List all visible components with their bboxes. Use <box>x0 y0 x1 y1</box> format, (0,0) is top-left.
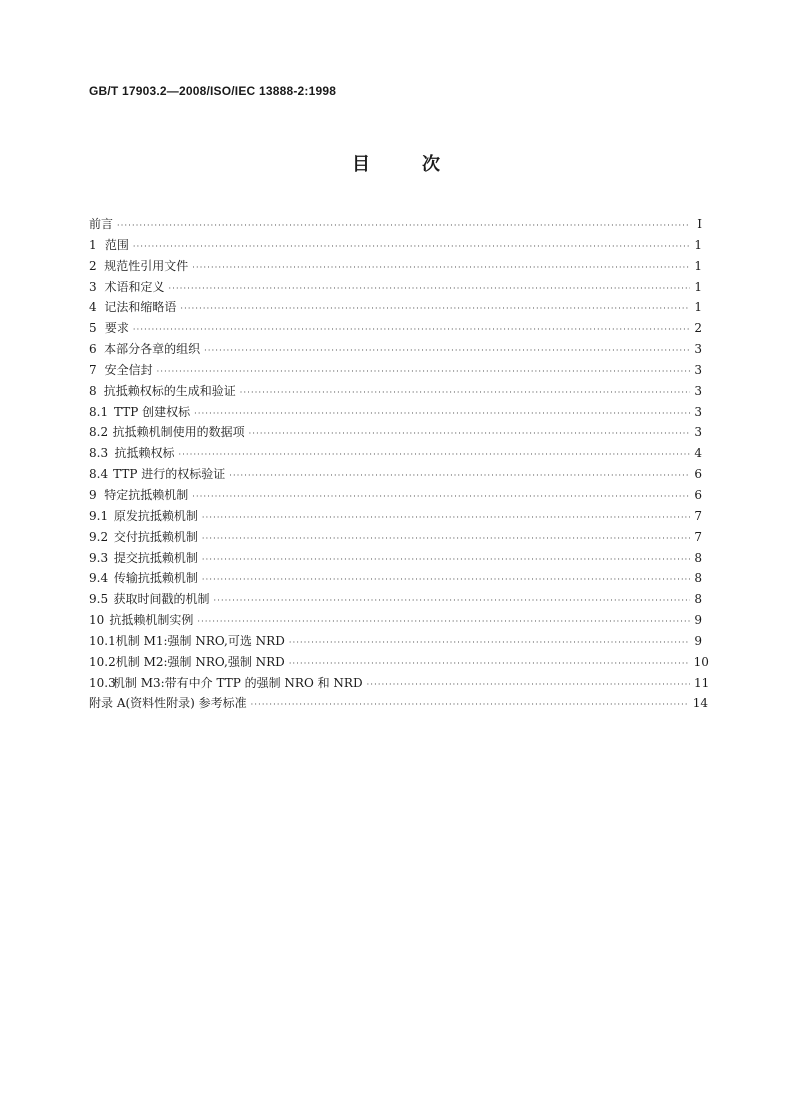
toc-entry-number: 3 <box>89 279 97 294</box>
toc-entry[interactable] <box>89 506 702 527</box>
toc-entry-number: 9.2 <box>89 529 109 544</box>
toc-entry-page: 3 <box>694 404 702 419</box>
dot-leader <box>214 591 690 611</box>
toc-entry-label: 要求 <box>104 321 129 336</box>
toc-entry[interactable] <box>89 214 702 235</box>
dot-leader <box>157 362 690 382</box>
dot-leader <box>240 383 690 403</box>
toc-entry[interactable] <box>89 589 702 610</box>
toc-entry-page: Ⅰ <box>697 217 702 231</box>
toc-entry-number: 8 <box>89 383 97 398</box>
dot-leader <box>202 529 690 549</box>
page-title <box>0 150 792 176</box>
dot-leader <box>133 237 690 257</box>
toc-entry-number: 9.3 <box>89 550 109 565</box>
toc-entry-label: 传输抗抵赖机制 <box>113 571 198 586</box>
toc-entry-label: 抗抵赖权标 <box>114 446 175 461</box>
toc-entry-label: 原发抗抵赖机制 <box>113 508 198 523</box>
toc-entry-page: 9 <box>694 633 702 648</box>
dot-leader <box>249 424 690 444</box>
toc-entry[interactable] <box>89 548 702 569</box>
toc-entry[interactable] <box>89 277 702 298</box>
toc-entry-page: 3 <box>694 362 702 377</box>
table-of-contents <box>89 214 710 714</box>
toc-entry[interactable] <box>89 610 702 631</box>
toc-entry[interactable] <box>89 256 702 277</box>
dot-leader <box>197 612 690 632</box>
toc-entry-label: 抗抵赖权标的生成和验证 <box>103 383 236 398</box>
dot-leader <box>202 508 690 528</box>
toc-entry-number: 8.2 <box>89 425 109 440</box>
toc-entry-page: 9 <box>694 613 702 628</box>
toc-entry-number: 1 <box>89 237 97 252</box>
toc-entry[interactable] <box>89 673 710 694</box>
toc-entry[interactable] <box>89 652 709 673</box>
dot-leader <box>289 654 690 674</box>
toc-entry-page: 3 <box>694 383 702 398</box>
dot-leader <box>289 633 690 653</box>
dot-leader <box>180 299 690 319</box>
toc-entry-number: 10.1 <box>89 633 116 648</box>
toc-entry-label: 本部分各章的组织 <box>104 342 201 357</box>
toc-entry-number: 10.2 <box>89 654 116 669</box>
dot-leader <box>367 675 690 695</box>
toc-entry[interactable] <box>89 235 702 256</box>
toc-entry[interactable] <box>89 381 702 402</box>
toc-entry[interactable] <box>89 443 702 464</box>
toc-entry-page: 6 <box>694 487 702 502</box>
toc-entry-page: 6 <box>694 467 702 482</box>
toc-entry[interactable] <box>89 297 702 318</box>
toc-entry-label: 特定抗抵赖机制 <box>104 487 189 502</box>
toc-entry-label: 交付抗抵赖机制 <box>113 529 198 544</box>
toc-entry-page: 3 <box>694 342 702 357</box>
toc-entry-number: 9.1 <box>89 508 109 523</box>
dot-leader <box>192 487 690 507</box>
dot-leader <box>202 570 690 590</box>
toc-entry-label: 机制 M2:强制 NRO,强制 NRD <box>115 654 285 669</box>
toc-entry[interactable] <box>89 631 702 652</box>
toc-entry-page: 1 <box>694 279 702 294</box>
toc-entry-label: 前言 <box>89 217 114 231</box>
toc-entry-page: 8 <box>694 592 702 607</box>
toc-entry[interactable] <box>89 422 702 443</box>
toc-entry-number: 9 <box>89 487 97 502</box>
toc-entry-label: TTP 进行的权标验证 <box>113 467 226 482</box>
toc-entry-number: 9.5 <box>89 592 109 607</box>
dot-leader <box>204 341 690 361</box>
toc-entry-page: 1 <box>694 237 702 252</box>
toc-entry-label: 规范性引用文件 <box>104 258 189 273</box>
toc-entry-number: 5 <box>89 321 97 336</box>
dot-leader <box>133 320 690 340</box>
toc-entry-number: 4 <box>89 300 97 315</box>
toc-entry-page: 2 <box>694 321 702 336</box>
toc-entry[interactable] <box>89 402 702 423</box>
toc-entry-label: 提交抗抵赖机制 <box>113 550 198 565</box>
toc-entry-number: 8.1 <box>89 404 109 419</box>
toc-entry-number: 8.3 <box>89 446 109 461</box>
toc-entry-number: 10 <box>89 613 105 628</box>
toc-entry-page: 11 <box>694 675 710 690</box>
dot-leader <box>229 466 690 486</box>
toc-entry-page: 10 <box>693 654 709 669</box>
toc-entry-label: 术语和定义 <box>104 279 165 294</box>
toc-entry-page: 14 <box>692 696 709 711</box>
toc-entry-number: 10.3 <box>89 675 116 690</box>
toc-entry-label: 附录 A(资料性附录) 参考标准 <box>89 696 247 711</box>
toc-entry-number: 8.4 <box>89 467 109 482</box>
toc-entry-page: 7 <box>694 508 702 523</box>
dot-leader <box>251 695 689 715</box>
toc-entry[interactable] <box>89 693 709 714</box>
title-char-1: 目 <box>352 154 370 175</box>
standard-code: GB/T 17903.2—2008/ISO/IEC 13888-2:1998 <box>89 84 337 98</box>
toc-entry-label: 获取时间戳的机制 <box>113 592 210 607</box>
dot-leader <box>178 445 690 465</box>
toc-entry[interactable] <box>89 464 702 485</box>
dot-leader <box>169 279 691 299</box>
toc-entry[interactable] <box>89 568 702 589</box>
toc-entry-label: 机制 M3:带有中介 TTP 的强制 NRO 和 NRD <box>112 675 363 690</box>
toc-entry-page: 7 <box>694 529 702 544</box>
toc-entry-number: 2 <box>89 258 97 273</box>
dot-leader <box>202 550 690 570</box>
dot-leader <box>117 216 690 236</box>
toc-entry-page: 8 <box>694 571 702 586</box>
toc-entry-label: TTP 创建权标 <box>114 404 191 419</box>
toc-entry-page: 1 <box>694 300 702 315</box>
toc-entry-page: 4 <box>694 446 702 461</box>
toc-entry-number: 7 <box>89 362 97 377</box>
toc-entry-label: 抗抵赖机制使用的数据项 <box>112 425 245 440</box>
dot-leader <box>192 258 690 278</box>
toc-entry-page: 8 <box>694 550 702 565</box>
toc-entry-number: 9.4 <box>89 571 109 586</box>
toc-entry-number: 6 <box>89 342 97 357</box>
toc-entry-label: 记法和缩略语 <box>104 300 177 315</box>
toc-entry[interactable] <box>89 318 702 339</box>
toc-entry[interactable] <box>89 527 702 548</box>
title-char-2: 次 <box>422 154 440 175</box>
toc-entry[interactable] <box>89 339 702 360</box>
toc-entry-page: 3 <box>694 425 702 440</box>
toc-entry-label: 安全信封 <box>104 362 153 377</box>
toc-entry[interactable] <box>89 360 702 381</box>
toc-entry-label: 机制 M1:强制 NRO,可选 NRD <box>115 633 285 648</box>
toc-entry-page: 1 <box>694 258 702 273</box>
toc-entry-label: 范围 <box>104 237 129 252</box>
toc-entry[interactable] <box>89 485 702 506</box>
dot-leader <box>194 404 690 424</box>
toc-entry-label: 抗抵赖机制实例 <box>109 613 194 628</box>
